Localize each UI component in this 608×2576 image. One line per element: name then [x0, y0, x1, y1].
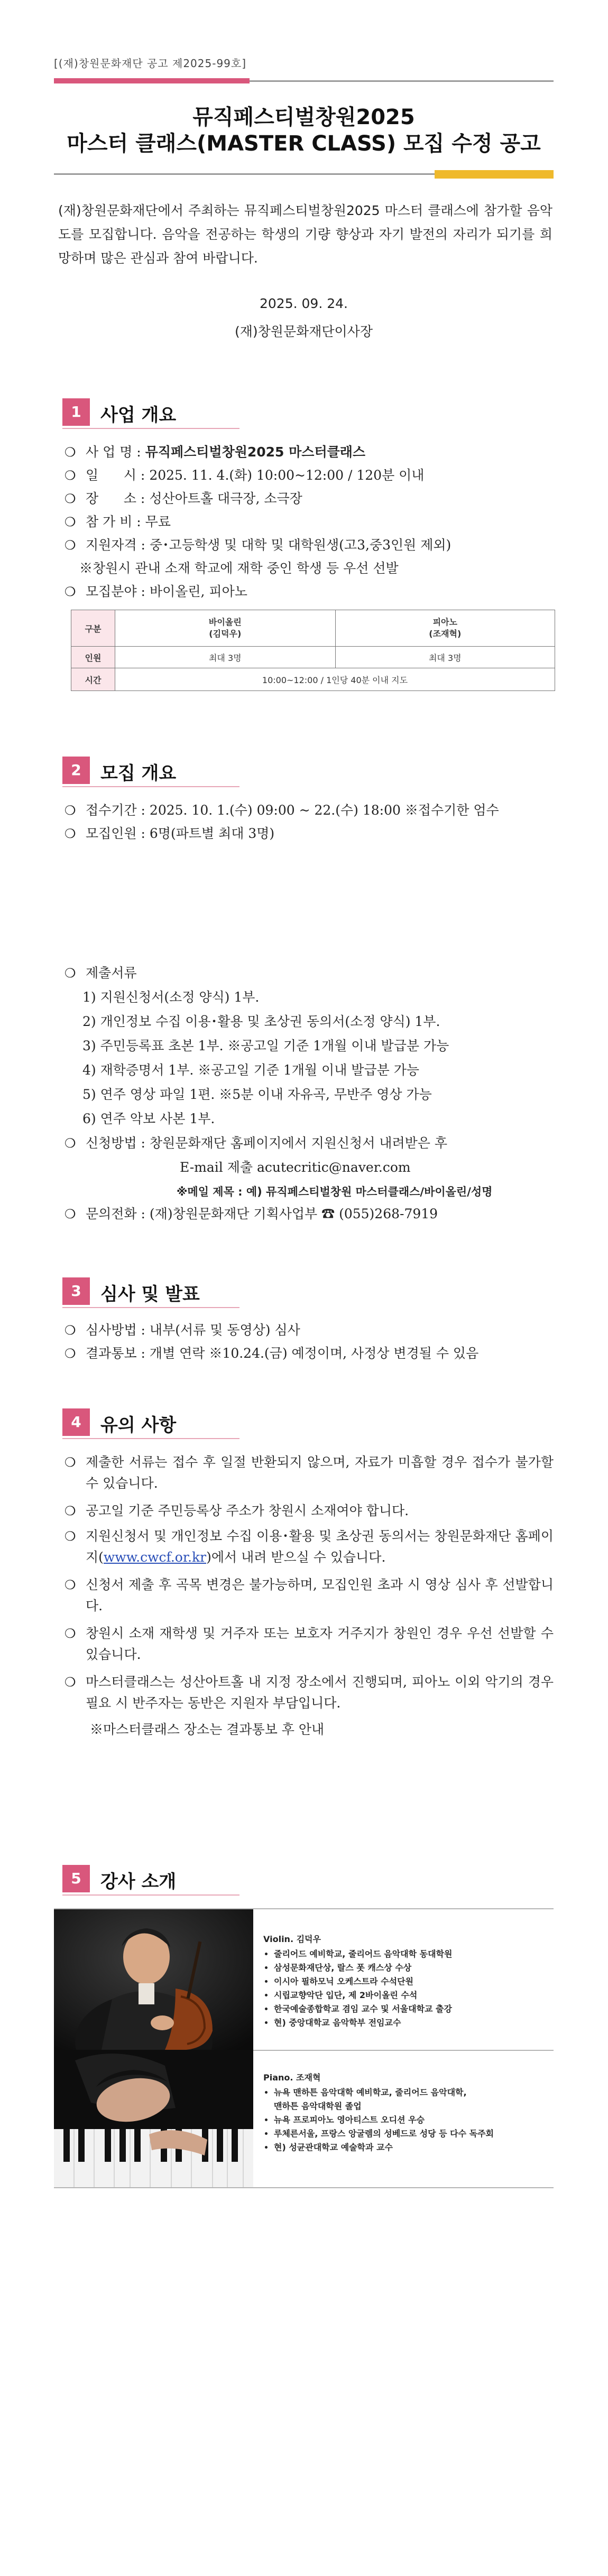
document-item: 3) 주민등록표 초본 1부. ※공고일 기준 1개월 이내 발급분 가능	[82, 1038, 449, 1053]
mail-subject-note: ※메일 제목 : 예) 뮤직페스티벌창원 마스터클래스/바이올린/성명	[177, 1186, 493, 1198]
homepage-link[interactable]: www.cwcf.or.kr	[103, 1550, 207, 1565]
list-item: • 현) 중앙대학교 음악학부 전임교수	[274, 2016, 551, 2030]
section-number-badge: 2	[62, 757, 90, 784]
instructor-name: Piano. 조재혁	[263, 2073, 321, 2083]
bullet-icon: ❍	[65, 515, 76, 529]
bullet-icon: ❍	[65, 1455, 76, 1470]
apply-email: E-mail 제출 acutecritic@naver.com	[180, 1160, 411, 1175]
bullet-icon: ❍	[65, 1529, 76, 1544]
document-item: 6) 연주 악보 사본 1부.	[82, 1111, 215, 1126]
bullet-icon: ❍	[65, 491, 76, 506]
instructor-info-violin	[263, 1933, 551, 2030]
bullet-icon: ❍	[65, 966, 76, 981]
eligibility-note: ※창원시 관내 소재 학교에 재학 중인 학생 등 우선 선발	[79, 561, 399, 576]
instructor-name: Violin. 김덕우	[263, 1934, 321, 1944]
table-row	[71, 668, 555, 691]
document-item: 2) 개인정보 수집 이용･활용 및 초상권 동의서(소정 양식) 1부.	[82, 1014, 440, 1029]
section-title: 사업 개요	[100, 405, 177, 426]
section-title: 모집 개요	[100, 763, 177, 784]
list-item: • 줄리어드 예비학교, 줄리어드 음악대학 동대학원	[274, 1947, 551, 1961]
list-item: • 시립교향악단 입단, 제 2바이올린 수석	[274, 1989, 551, 2002]
list-item: • 현) 성균관대학교 예술학과 교수	[274, 2141, 551, 2154]
notice-date: 2025. 09. 24.	[260, 296, 348, 311]
contact-phone: ❍ 문의전화 : (재)창원문화재단 기획사업부 ☎ (055)268-7919	[65, 1205, 438, 1224]
bullet-icon: ❍	[65, 584, 76, 599]
caution-item: ❍ 마스터클래스는 성산아트홀 내 지정 장소에서 진행되며, 피아노 이외 악기의 경우 필요 시 반주자는 동반은 지원자 부담입니다.	[65, 1672, 554, 1714]
bullet-icon: ❍	[65, 1207, 76, 1221]
overview-row-eligibility: ❍ 지원자격 : 중･고등학생 및 대학 및 대학원생(고3,중3인원 제외)	[65, 536, 451, 555]
list-item: • 이시아 필하모닉 오케스트라 수석단원	[274, 1975, 551, 1989]
section-number-badge: 4	[62, 1408, 90, 1436]
section-number-badge: 3	[62, 1277, 90, 1305]
bullet-icon: ❍	[65, 1626, 76, 1641]
intro-text: (재)창원문화재단에서 주최하는 뮤직페스티벌창원2025 마스터 클래스에 참가할 음악도를 모집합니다. 음악을 전공하는 학생의 기량 향상과 자기 발전의 자리가 되기를 희망하며 많은 관심과 참여 바랍니다.	[58, 203, 552, 266]
table-header-cell: 구분	[71, 610, 115, 647]
overview-row-field: ❍ 모집분야 : 바이올린, 피아노	[65, 582, 247, 601]
table-header-cell: 바이올린 (김덕우)	[115, 610, 336, 647]
document-item: 1) 지원신청서(소정 양식) 1부.	[82, 990, 260, 1005]
table-cell: 최대 3명	[115, 647, 336, 668]
bullet-icon: ❍	[65, 1675, 76, 1690]
title-top-bar	[54, 78, 554, 83]
table-header-cell: 피아노 (조재혁)	[335, 610, 555, 647]
bullet-icon: ❍	[65, 1578, 76, 1592]
table-row	[71, 647, 555, 668]
overview-row-name: ❍ 사 업 명 : 뮤직페스티벌창원2025 마스터클래스	[65, 443, 365, 462]
bullet-icon: ❍	[65, 803, 76, 818]
caution-item: ❍ 창원시 소재 재학생 및 거주자 또는 보호자 거주지가 창원인 경우 우선 선발할 수 있습니다.	[65, 1623, 554, 1665]
notice-number: [(재)창원문화재단 공고 제2025-99호]	[54, 57, 247, 70]
section-title: 유의 사항	[100, 1415, 177, 1436]
bullet-icon: ❍	[65, 1346, 76, 1361]
field-table	[71, 610, 555, 691]
table-cell: 10:00~12:00 / 1인당 40분 이내 지도	[115, 668, 555, 691]
bullet-icon: ❍	[65, 1136, 76, 1151]
instructor-photo-violin	[54, 1909, 253, 2050]
instructor-bio-list	[263, 2086, 551, 2154]
overview-row-date: ❍ 일 시 : 2025. 11. 4.(화) 10:00~12:00 / 120분 이내	[65, 466, 424, 485]
list-item: • 루체른서울, 프랑스 앙굴렘의 성베드로 성당 등 다수 독주회	[274, 2127, 551, 2141]
issuer: (재)창원문화재단이사장	[234, 324, 373, 339]
documents-label: ❍ 제출서류	[65, 964, 137, 983]
document-item: 4) 재학증명서 1부. ※공고일 기준 1개월 이내 발급분 가능	[82, 1062, 419, 1078]
caution-item: ❍ 신청서 제출 후 곡목 변경은 불가능하며, 모집인원 초과 시 영상 심사 후 선발합니다.	[65, 1574, 554, 1617]
caution-item: ❍ 공고일 기준 주민등록상 주소가 창원시 소재여야 합니다.	[65, 1500, 554, 1522]
recruit-count: ❍ 모집인원 : 6명(파트별 최대 3명)	[65, 824, 274, 843]
page-title-line1: 뮤직페스티벌창원2025	[192, 105, 415, 129]
instructor-photo-piano	[54, 2050, 253, 2187]
caution-item-forms: ❍ 지원신청서 및 개인정보 수집 이용･활용 및 초상권 동의서는 창원문화재단 홈페이지(www.cwcf.or.kr)에서 내려 받으실 수 있습니다.	[65, 1526, 554, 1568]
table-cell: 최대 3명	[335, 647, 555, 668]
table-row-label: 인원	[71, 647, 115, 668]
result-notice: ❍ 결과통보 : 개별 연락 ※10.24.(금) 예정이며, 사정상 변경될 수 있음	[65, 1344, 478, 1363]
instructor-card-violin	[54, 1908, 554, 2051]
bullet-icon: ❍	[65, 1323, 76, 1338]
section-title: 심사 및 발표	[100, 1284, 200, 1305]
bullet-icon: ❍	[65, 826, 76, 841]
apply-method: ❍ 신청방법 : 창원문화재단 홈페이지에서 지원신청서 내려받은 후	[65, 1134, 447, 1153]
table-row-label: 시간	[71, 668, 115, 691]
instructor-card-piano	[54, 2050, 554, 2188]
section-number-badge: 1	[62, 398, 90, 426]
list-item: • 한국예술종합학교 겸임 교수 및 서울대학교 출강	[274, 2002, 551, 2016]
recruit-period: ❍ 접수기간 : 2025. 10. 1.(수) 09:00 ~ 22.(수) 18:00 ※접수기한 엄수	[65, 801, 499, 820]
list-item: • 삼성문화재단상, 랄스 폿 캐스상 수상	[274, 1961, 551, 1975]
section-title: 강사 소개	[100, 1871, 177, 1892]
bullet-icon: ❍	[65, 538, 76, 553]
caution-item: ❍ 제출한 서류는 접수 후 일절 반환되지 않으며, 자료가 미흡할 경우 접수가 불가할 수 있습니다.	[65, 1452, 554, 1494]
document-item: 5) 연주 영상 파일 1편. ※5분 이내 자유곡, 무반주 영상 가능	[82, 1087, 432, 1102]
bullet-icon: ❍	[65, 468, 76, 483]
section-number-badge: 5	[62, 1865, 90, 1892]
page-title-line2: 마스터 클래스(MASTER CLASS) 모집 수정 공고	[67, 132, 541, 156]
list-item: • 뉴욕 프로피아노 영아티스트 오디션 우승	[274, 2113, 551, 2127]
title-bottom-bar	[54, 170, 554, 179]
review-method: ❍ 심사방법 : 내부(서류 및 동영상) 심사	[65, 1321, 300, 1340]
table-row	[71, 610, 555, 647]
instructor-bio-list	[263, 1947, 551, 2030]
overview-row-fee: ❍ 참 가 비 : 무료	[65, 512, 171, 531]
list-item: • 뉴욕 맨하튼 음악대학 예비학교, 줄리어드 음악대학, 맨하튼 음악대학원 졸업	[274, 2086, 551, 2113]
instructor-info-piano	[263, 2071, 551, 2154]
bullet-icon: ❍	[65, 445, 76, 460]
venue-note: ※마스터클래스 장소는 결과통보 후 안내	[90, 1722, 325, 1737]
overview-row-venue: ❍ 장 소 : 성산아트홀 대극장, 소극장	[65, 489, 302, 508]
bullet-icon: ❍	[65, 1504, 76, 1518]
